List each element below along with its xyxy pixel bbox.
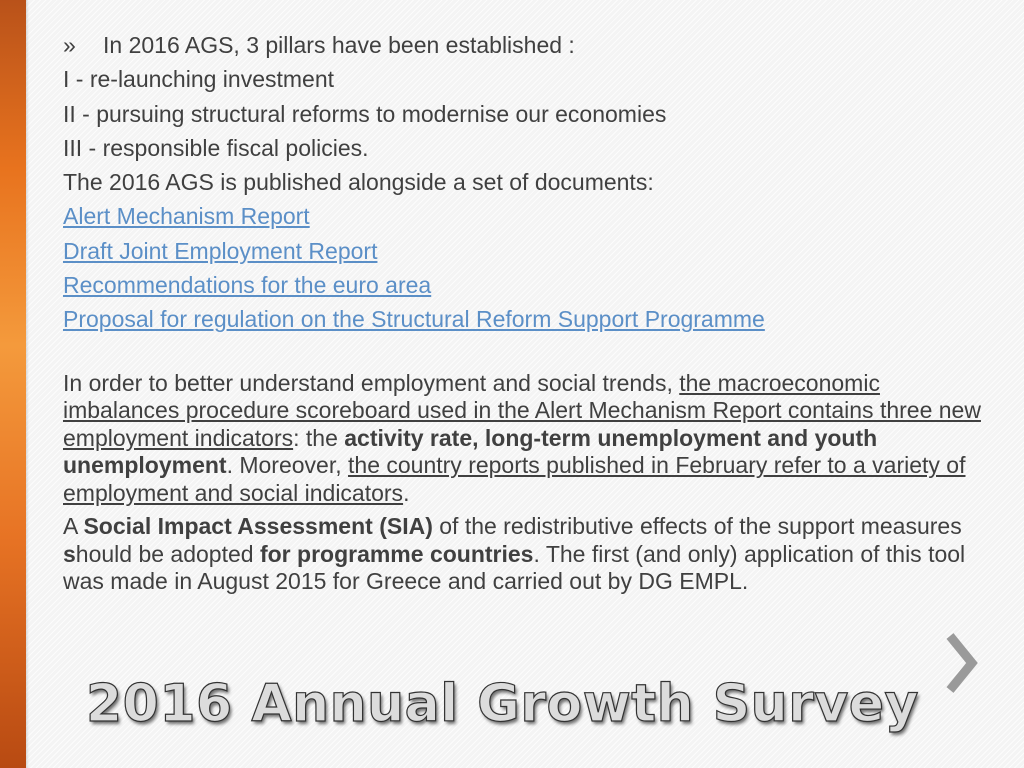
intro-heading-text: In 2016 AGS, 3 pillars have been established : [103, 32, 575, 58]
p2-bold-programme: for programme countries [259, 540, 534, 567]
p1-text-1: In order to better understand employment and social trends, [63, 369, 680, 396]
p1-text-2: : the [293, 424, 345, 451]
chevron-right-icon[interactable] [940, 628, 984, 698]
link-country-reports[interactable]: the country reports published in February refer to a variety of employment and social indicators [63, 452, 966, 506]
p2-text-3: hould be adopted [75, 540, 260, 567]
link-scoreboard[interactable]: the macroeconomic imbalances procedure scoreboard used in the Alert Mechanism Report contains three new employment indicators [63, 369, 981, 451]
p2-text-2: of the redistributive effects of the support measures [432, 513, 962, 540]
bullet-icon: » [63, 32, 76, 58]
p2-bold-s: s [63, 540, 76, 567]
p2-text-1: A [63, 513, 84, 540]
p2-text-4: . The first (and only) application of this tool was made in August 2015 for Greece and carried out by DG EMPL. [63, 540, 966, 595]
link-draft-joint-employment-report[interactable]: Draft Joint Employment Report [63, 237, 378, 264]
slide-title: 2016 Annual Growth Survey [86, 674, 919, 734]
p1-text-3: . Moreover, [226, 452, 349, 479]
employment-paragraph [63, 370, 993, 508]
pillar-2: II - pursuing structural reforms to modernise our economies [63, 100, 667, 127]
pillar-3: III - responsible fiscal policies. [63, 134, 369, 161]
left-accent-bar [0, 0, 26, 768]
p1-text-4: . [403, 479, 410, 506]
link-structural-reform-proposal[interactable]: Proposal for regulation on the Structural Reform Support Programme [63, 306, 765, 333]
intro-heading [63, 28, 993, 62]
p1-bold-indicators: activity rate, long-term unemployment and youth unemployment [63, 424, 878, 479]
documents-intro: The 2016 AGS is published alongside a set of documents: [63, 169, 654, 196]
intro-block [63, 28, 993, 199]
sia-paragraph [63, 513, 993, 596]
link-alert-mechanism-report[interactable]: Alert Mechanism Report [63, 203, 310, 230]
slide-content [63, 28, 993, 596]
document-links [63, 199, 993, 336]
link-recommendations-euro-area[interactable]: Recommendations for the euro area [63, 272, 432, 299]
pillar-1: I - re-launching investment [63, 66, 335, 93]
p2-bold-sia: Social Impact Assessment (SIA) [83, 513, 433, 540]
